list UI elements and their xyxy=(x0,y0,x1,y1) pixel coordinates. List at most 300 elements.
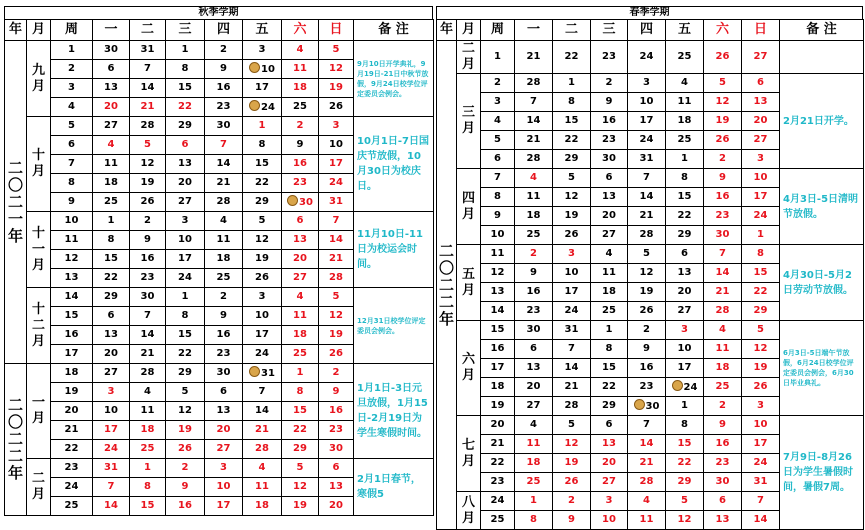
day-cell xyxy=(591,207,628,226)
day-number: 21 xyxy=(255,424,269,435)
day-cell xyxy=(704,188,742,207)
day-number: 13 xyxy=(602,191,616,202)
day-number: 14 xyxy=(639,191,654,202)
day-number: 28 xyxy=(329,272,343,283)
day-number: 10 xyxy=(677,343,692,354)
day-number: 11 xyxy=(526,191,541,202)
day-cell xyxy=(319,459,354,478)
day-number: 22 xyxy=(677,210,692,221)
day-cell xyxy=(93,345,130,364)
day-cell xyxy=(282,117,319,136)
day-number: 2 xyxy=(530,248,537,259)
note-cell: 6月3日-5日端午节放假，6月24日校学位评定委员会例会，6月30日毕业典礼。 xyxy=(780,321,864,416)
day-number: 11 xyxy=(255,481,269,492)
day-cell xyxy=(130,383,166,402)
day-cell xyxy=(628,264,666,283)
day-number: 1 xyxy=(757,229,764,240)
day-cell xyxy=(666,188,704,207)
day-number: 17 xyxy=(104,424,118,435)
day-number: 25 xyxy=(602,305,616,316)
day-cell xyxy=(515,302,553,321)
week-number: 1 xyxy=(481,41,515,74)
day-cell xyxy=(319,345,354,364)
week-number: 18 xyxy=(51,364,93,383)
day-number: 8 xyxy=(681,419,688,430)
day-cell xyxy=(282,212,319,231)
day-cell xyxy=(130,421,166,440)
header-week: 周 xyxy=(481,20,515,41)
day-cell xyxy=(166,117,205,136)
day-cell xyxy=(130,98,166,117)
day-cell xyxy=(166,307,205,326)
month-label: 二月 xyxy=(457,41,481,74)
day-cell xyxy=(742,188,780,207)
day-number: 8 xyxy=(681,172,688,183)
day-cell xyxy=(553,245,591,264)
day-cell xyxy=(666,150,704,169)
day-cell xyxy=(742,397,780,416)
day-cell xyxy=(166,364,205,383)
day-cell xyxy=(666,321,704,340)
day-cell xyxy=(704,397,742,416)
day-number: 6 xyxy=(605,172,613,183)
day-cell xyxy=(282,383,319,402)
header-wed: 三 xyxy=(166,20,205,41)
day-number: 27 xyxy=(293,272,307,283)
day-cell xyxy=(704,340,742,359)
day-cell xyxy=(205,174,243,193)
day-cell xyxy=(282,326,319,345)
day-number: 29 xyxy=(104,291,118,302)
day-cell xyxy=(166,383,205,402)
day-cell xyxy=(628,112,666,131)
day-number: 10 xyxy=(753,172,768,183)
day-cell xyxy=(319,174,354,193)
day-cell xyxy=(205,364,243,383)
day-cell xyxy=(319,155,354,174)
day-cell xyxy=(591,283,628,302)
holiday-badge-icon xyxy=(249,366,260,377)
day-number: 15 xyxy=(255,158,269,169)
day-number: 13 xyxy=(753,96,768,107)
day-number: 30 xyxy=(715,229,730,240)
day-number: 13 xyxy=(178,158,192,169)
day-number: 21 xyxy=(526,51,541,62)
week-number: 5 xyxy=(51,117,93,136)
week-number: 7 xyxy=(481,169,515,188)
day-cell xyxy=(515,41,553,74)
day-number: 24 xyxy=(329,177,343,188)
spring-semester-panel xyxy=(436,6,864,530)
day-number: 20 xyxy=(602,210,616,221)
day-cell xyxy=(93,155,130,174)
day-cell xyxy=(130,459,166,478)
day-cell xyxy=(591,74,628,93)
week-number: 2 xyxy=(51,60,93,79)
day-number: 21 xyxy=(715,286,730,297)
week-number: 6 xyxy=(51,136,93,155)
day-number: 23 xyxy=(216,348,231,359)
week-number: 4 xyxy=(51,98,93,117)
day-cell xyxy=(282,478,319,497)
day-cell xyxy=(553,41,591,74)
day-number: 11 xyxy=(677,96,692,107)
day-number: 8 xyxy=(530,514,537,525)
day-number: 20 xyxy=(178,177,192,188)
day-cell xyxy=(130,117,166,136)
note-cell: 1月1日-3日元旦放假，1月15日-2月19日为学生寒假时间。 xyxy=(354,364,434,459)
day-number: 5 xyxy=(568,419,575,430)
day-cell xyxy=(243,326,282,345)
header-sat: 六 xyxy=(704,20,742,41)
month-label: 十一月 xyxy=(27,212,51,288)
day-number: 12 xyxy=(178,405,192,416)
day-number: 23 xyxy=(140,272,155,283)
day-number: 23 xyxy=(715,457,730,468)
day-cell xyxy=(205,231,243,250)
day-cell xyxy=(666,112,704,131)
day-number: 11 xyxy=(293,63,307,74)
day-cell xyxy=(93,98,130,117)
day-cell xyxy=(553,397,591,416)
month-label: 十二月 xyxy=(27,288,51,364)
day-number: 1 xyxy=(258,120,266,131)
week-number: 22 xyxy=(481,454,515,473)
day-cell xyxy=(515,511,553,530)
week-row xyxy=(437,41,864,74)
day-cell xyxy=(243,193,282,212)
note-cell: 7月9日-8月26日为学生暑假时间，暑假7周。 xyxy=(780,416,864,530)
day-cell xyxy=(319,41,354,60)
day-cell xyxy=(515,473,553,492)
day-cell xyxy=(628,473,666,492)
day-number: 4 xyxy=(681,77,688,88)
week-number: 19 xyxy=(481,397,515,416)
day-cell xyxy=(553,492,591,511)
month-label: 十月 xyxy=(27,117,51,212)
day-number: 18 xyxy=(715,362,730,373)
day-number: 26 xyxy=(564,229,579,240)
week-number: 16 xyxy=(51,326,93,345)
header-sat: 六 xyxy=(282,20,319,41)
day-cell xyxy=(130,193,166,212)
day-number: 30 xyxy=(602,153,616,164)
day-cell xyxy=(628,245,666,264)
day-number: 25 xyxy=(216,272,231,283)
day-number: 21 xyxy=(639,210,654,221)
week-row xyxy=(5,212,434,231)
day-cell xyxy=(666,416,704,435)
day-number: 7 xyxy=(332,215,340,226)
day-cell xyxy=(628,226,666,245)
day-cell xyxy=(205,288,243,307)
day-number: 14 xyxy=(715,267,730,278)
day-cell xyxy=(93,402,130,421)
day-cell xyxy=(205,41,243,60)
day-number: 22 xyxy=(677,457,692,468)
day-cell xyxy=(319,193,354,212)
day-number: 3 xyxy=(757,153,764,164)
day-cell xyxy=(742,321,780,340)
day-cell xyxy=(282,98,319,117)
day-cell xyxy=(742,359,780,378)
day-cell xyxy=(515,492,553,511)
header-sun: 日 xyxy=(742,20,780,41)
day-number: 5 xyxy=(258,215,266,226)
day-number: 16 xyxy=(715,191,730,202)
day-number: 1 xyxy=(181,291,189,302)
day-cell xyxy=(666,359,704,378)
day-number: 6 xyxy=(719,495,726,506)
day-number: 10 xyxy=(602,514,616,525)
day-number: 6 xyxy=(530,343,537,354)
day-cell xyxy=(515,207,553,226)
week-number: 14 xyxy=(51,288,93,307)
day-cell xyxy=(628,93,666,112)
day-cell xyxy=(282,231,319,250)
header-month: 月 xyxy=(27,20,51,41)
day-number: 23 xyxy=(293,177,307,188)
fall-weeks xyxy=(5,41,434,516)
spring-semester-calendar xyxy=(436,19,864,530)
day-number: 30 xyxy=(715,476,730,487)
day-cell xyxy=(243,231,282,250)
week-number: 1 xyxy=(51,41,93,60)
day-cell xyxy=(742,511,780,530)
day-number: 26 xyxy=(715,51,730,62)
day-number: 27 xyxy=(602,229,616,240)
week-number: 13 xyxy=(51,269,93,288)
day-number: 25 xyxy=(293,348,307,359)
day-number: 5 xyxy=(568,172,575,183)
day-cell xyxy=(553,511,591,530)
day-cell xyxy=(515,340,553,359)
day-cell xyxy=(319,383,354,402)
day-cell xyxy=(130,79,166,98)
spring-semester-title: 春季学期 xyxy=(436,6,863,19)
day-cell xyxy=(704,41,742,74)
day-number: 14 xyxy=(329,234,343,245)
day-number: 14 xyxy=(255,405,269,416)
day-number: 19 xyxy=(329,82,343,93)
day-number: 10 xyxy=(639,96,654,107)
day-number: 8 xyxy=(181,63,189,74)
day-number: 13 xyxy=(104,329,118,340)
day-cell xyxy=(515,226,553,245)
day-cell xyxy=(243,117,282,136)
day-cell xyxy=(628,416,666,435)
day-number: 11 xyxy=(140,405,155,416)
day-cell xyxy=(591,397,628,416)
day-cell xyxy=(628,41,666,74)
day-cell xyxy=(166,79,205,98)
day-cell xyxy=(319,60,354,79)
day-number: 12 xyxy=(715,96,730,107)
day-cell xyxy=(130,345,166,364)
week-number: 22 xyxy=(51,440,93,459)
day-cell xyxy=(704,378,742,397)
day-number: 23 xyxy=(639,381,654,392)
day-number: 14 xyxy=(564,362,579,373)
day-number: 17 xyxy=(329,158,343,169)
day-cell xyxy=(282,497,319,516)
week-number: 5 xyxy=(481,131,515,150)
day-cell xyxy=(628,435,666,454)
day-cell xyxy=(205,193,243,212)
day-number: 17 xyxy=(639,115,654,126)
day-cell xyxy=(591,416,628,435)
day-number: 29 xyxy=(677,229,692,240)
day-number: 25 xyxy=(104,196,118,207)
day-cell xyxy=(243,307,282,326)
day-number: 25 xyxy=(526,476,541,487)
day-number: 16 xyxy=(329,405,343,416)
day-cell xyxy=(205,345,243,364)
day-number: 13 xyxy=(677,267,692,278)
day-cell xyxy=(130,269,166,288)
day-number: 30 xyxy=(216,367,231,378)
day-number: 25 xyxy=(293,101,307,112)
day-number: 5 xyxy=(332,291,340,302)
day-number: 12 xyxy=(564,438,579,449)
day-number: 5 xyxy=(681,495,688,506)
day-number: 21 xyxy=(329,253,343,264)
day-number: 20 xyxy=(602,457,616,468)
day-cell xyxy=(628,188,666,207)
header-note: 备 注 xyxy=(354,20,434,41)
day-cell xyxy=(166,421,205,440)
day-number: 17 xyxy=(216,500,231,511)
day-cell xyxy=(591,93,628,112)
day-number: 6 xyxy=(757,77,764,88)
day-cell xyxy=(628,511,666,530)
day-cell xyxy=(591,245,628,264)
day-number: 10 xyxy=(255,310,269,321)
day-number: 25 xyxy=(526,229,541,240)
day-number: 18 xyxy=(104,177,118,188)
year-label: 二〇二二年 xyxy=(437,41,457,530)
day-number: 16 xyxy=(293,158,307,169)
week-number: 9 xyxy=(51,193,93,212)
day-number: 19 xyxy=(753,362,768,373)
day-number: 2 xyxy=(144,215,151,226)
day-cell xyxy=(591,435,628,454)
week-number: 24 xyxy=(51,478,93,497)
day-number: 18 xyxy=(526,457,541,468)
day-number: 12 xyxy=(329,310,343,321)
day-number: 7 xyxy=(530,96,537,107)
day-cell xyxy=(166,231,205,250)
day-cell xyxy=(515,93,553,112)
day-cell xyxy=(243,402,282,421)
day-number: 30 xyxy=(299,197,313,208)
day-cell xyxy=(243,421,282,440)
day-cell xyxy=(628,359,666,378)
day-number: 30 xyxy=(329,443,343,454)
day-number: 7 xyxy=(643,172,650,183)
day-number: 19 xyxy=(639,286,654,297)
day-number: 3 xyxy=(643,77,650,88)
day-number: 23 xyxy=(216,101,231,112)
day-cell xyxy=(704,473,742,492)
day-cell xyxy=(166,440,205,459)
day-number: 26 xyxy=(178,443,192,454)
day-number: 6 xyxy=(681,248,688,259)
day-cell xyxy=(742,226,780,245)
week-number: 15 xyxy=(51,307,93,326)
day-number: 22 xyxy=(104,272,118,283)
day-number: 10 xyxy=(261,64,275,75)
day-cell xyxy=(666,378,704,397)
day-number: 9 xyxy=(144,234,151,245)
day-number: 6 xyxy=(332,462,340,473)
day-cell xyxy=(704,131,742,150)
day-cell xyxy=(243,459,282,478)
day-number: 28 xyxy=(564,400,579,411)
day-number: 7 xyxy=(719,248,726,259)
day-cell xyxy=(742,302,780,321)
day-cell xyxy=(742,492,780,511)
header-tue: 二 xyxy=(130,20,166,41)
day-number: 13 xyxy=(293,234,307,245)
day-number: 26 xyxy=(329,101,343,112)
day-number: 17 xyxy=(255,329,269,340)
day-cell xyxy=(130,497,166,516)
day-cell xyxy=(704,492,742,511)
week-number: 3 xyxy=(51,79,93,98)
day-cell xyxy=(666,302,704,321)
day-number: 18 xyxy=(293,82,307,93)
week-number: 11 xyxy=(51,231,93,250)
header-sun: 日 xyxy=(319,20,354,41)
day-cell xyxy=(628,492,666,511)
day-cell xyxy=(742,264,780,283)
day-cell xyxy=(130,155,166,174)
day-cell xyxy=(166,60,205,79)
day-number: 3 xyxy=(605,495,613,506)
day-number: 16 xyxy=(526,286,541,297)
day-cell xyxy=(628,283,666,302)
day-number: 3 xyxy=(258,44,266,55)
day-number: 17 xyxy=(178,253,192,264)
day-cell xyxy=(166,478,205,497)
day-cell xyxy=(130,326,166,345)
day-number: 24 xyxy=(255,348,269,359)
day-number: 29 xyxy=(753,305,768,316)
day-cell xyxy=(166,212,205,231)
day-number: 12 xyxy=(753,343,768,354)
day-number: 8 xyxy=(144,481,151,492)
day-number: 20 xyxy=(677,286,692,297)
day-number: 26 xyxy=(255,272,269,283)
day-number: 4 xyxy=(144,386,151,397)
day-number: 10 xyxy=(216,481,231,492)
holiday-badge-icon xyxy=(249,62,260,73)
day-number: 19 xyxy=(140,177,155,188)
day-cell xyxy=(704,112,742,131)
holiday-badge-icon xyxy=(634,399,645,410)
note-cell: 2月21日开学。 xyxy=(780,74,864,169)
day-cell xyxy=(130,60,166,79)
day-cell xyxy=(553,340,591,359)
day-cell xyxy=(704,283,742,302)
day-number: 9 xyxy=(605,96,613,107)
week-number: 24 xyxy=(481,492,515,511)
day-number: 14 xyxy=(140,82,155,93)
month-label: 一月 xyxy=(27,364,51,459)
day-cell xyxy=(130,402,166,421)
day-cell xyxy=(205,60,243,79)
